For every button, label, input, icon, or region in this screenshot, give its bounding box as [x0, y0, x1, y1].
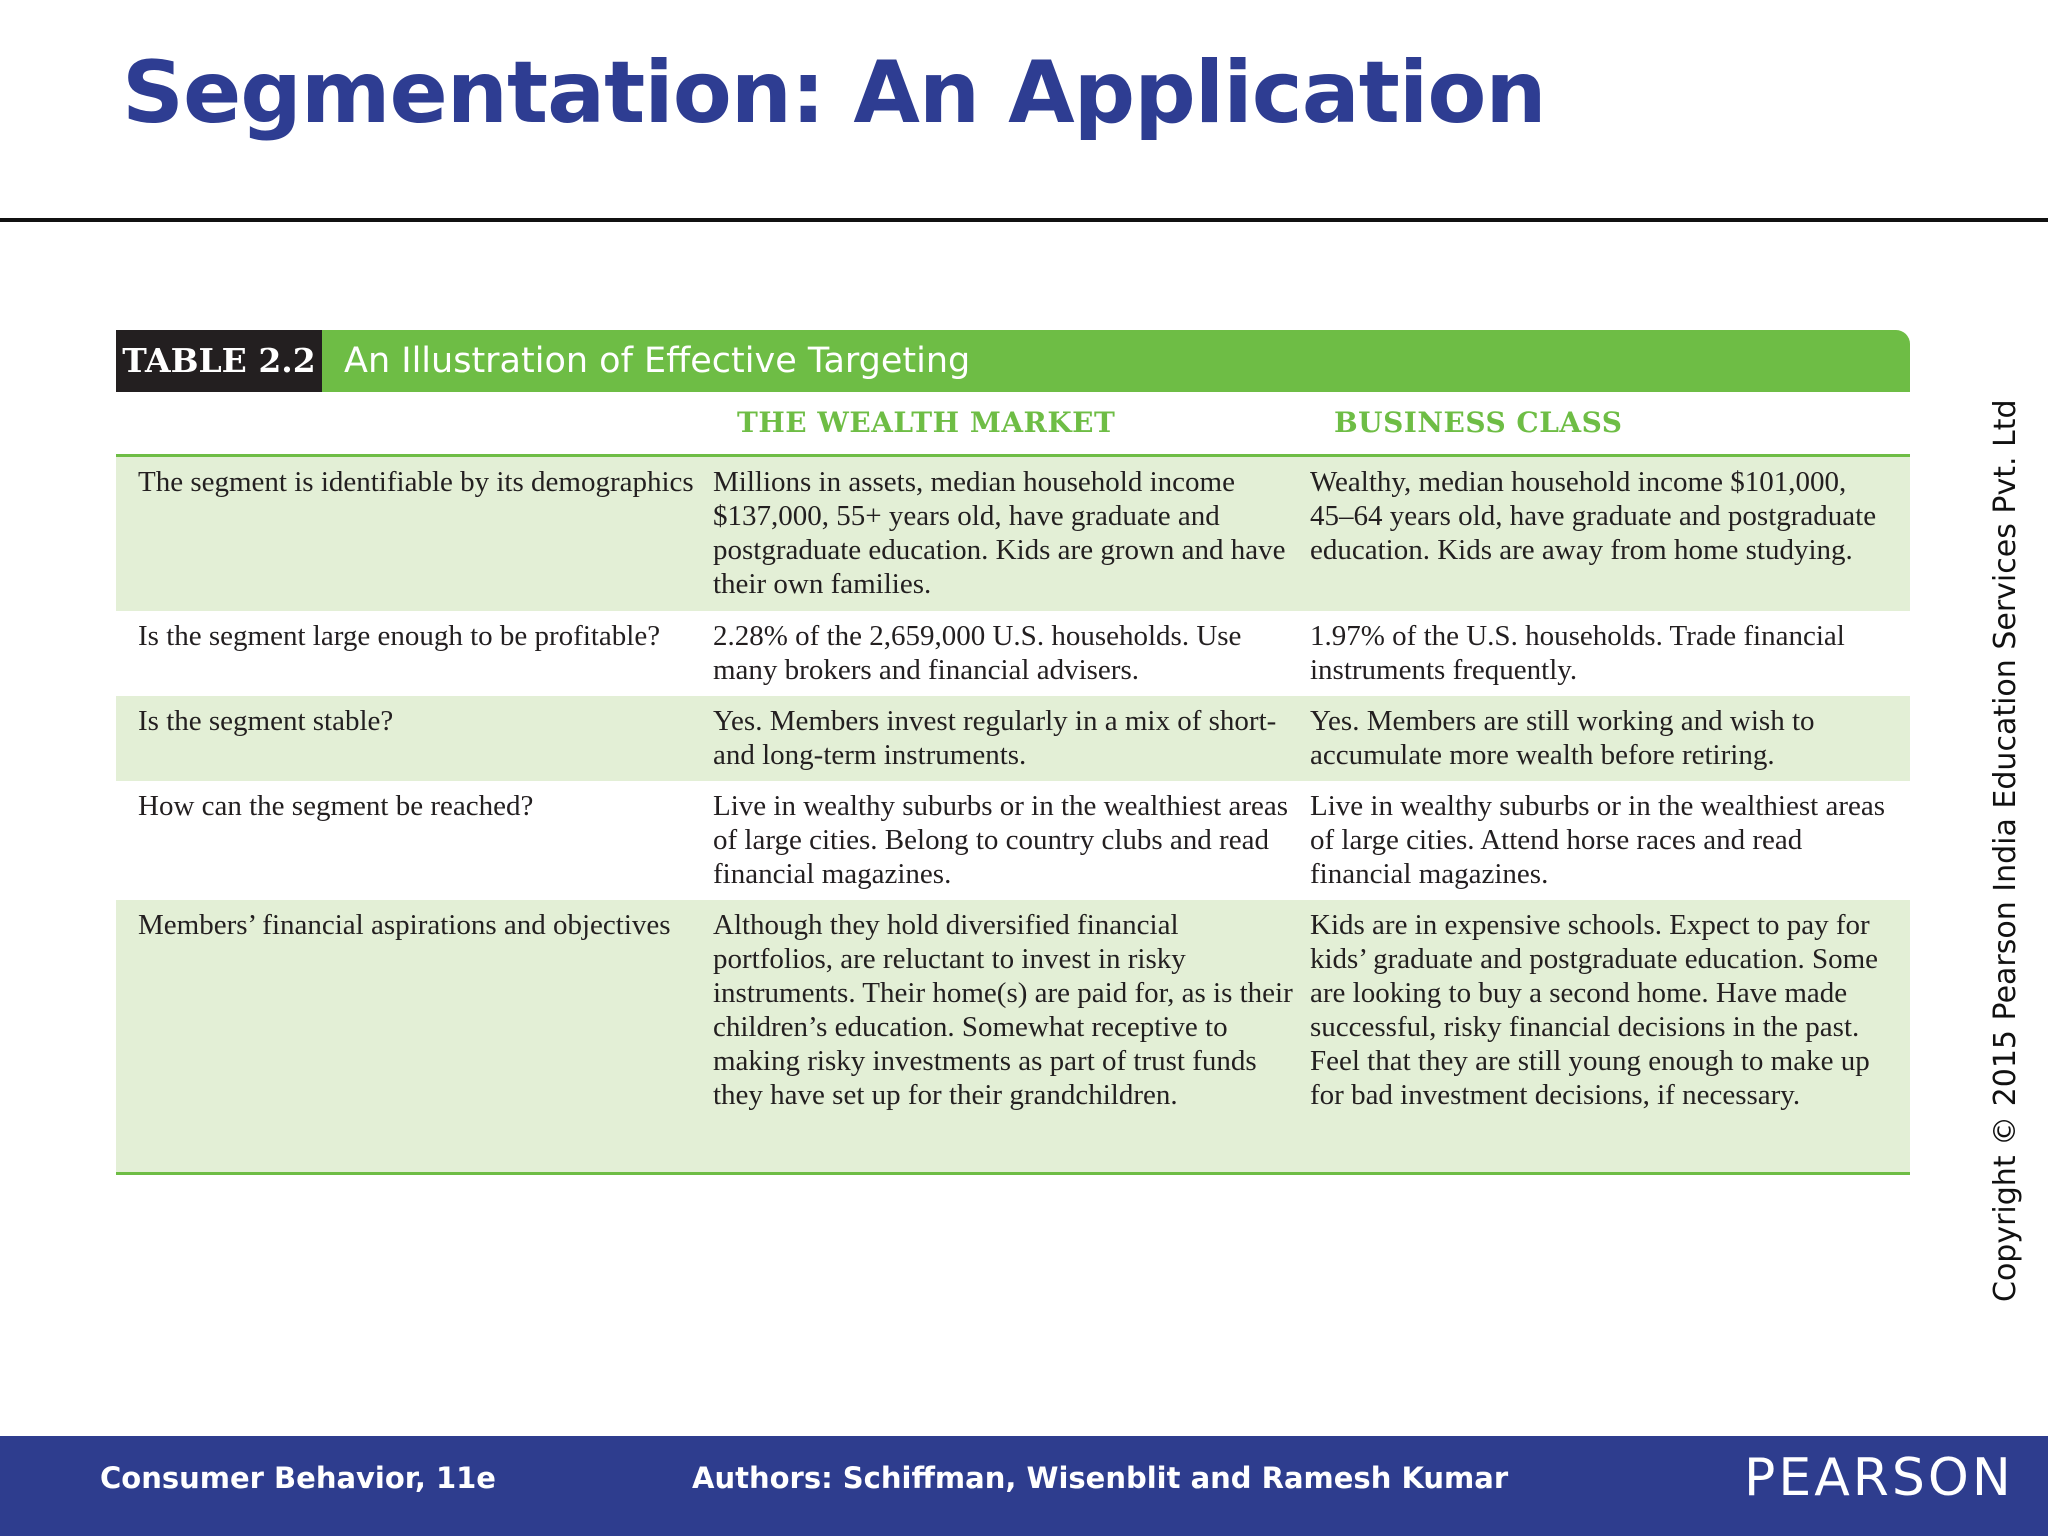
row-criterion: How can the segment be reached? [138, 790, 534, 822]
row-wealth-market: Although they hold diversified financial portfolios, are reluctant to invest in risky instruments. Their home(s) are paid for, as is their children’s education. Somewhat receptive to making risky investments as part of trust funds they have set up for their grandchildren. [713, 909, 1293, 1111]
column-header-wealth-market: THE WEALTH MARKET [737, 406, 1116, 439]
table-header-bar [116, 330, 1910, 392]
table-caption: An Illustration of Effective Targeting [322, 330, 1910, 392]
row-criterion: Members’ financial aspirations and objectives [138, 909, 671, 941]
row-wealth-market: 2.28% of the 2,659,000 U.S. households. Use many brokers and financial advisers. [713, 620, 1242, 686]
table-number: TABLE 2.2 [116, 330, 322, 392]
column-headers [116, 392, 1910, 457]
row-business-class: Yes. Members are still working and wish to accumulate more wealth before retiring. [1310, 705, 1815, 771]
row-business-class: 1.97% of the U.S. households. Trade financial instruments frequently. [1310, 620, 1845, 686]
row-criterion: Is the segment large enough to be profitable? [138, 620, 661, 652]
table-row [116, 696, 1910, 781]
row-business-class: Wealthy, median household income $101,000, 45–64 years old, have graduate and postgraduate education. Kids are away from home studying. [1310, 466, 1877, 566]
row-criterion: The segment is identifiable by its demographics [138, 466, 694, 498]
table-row [116, 611, 1910, 696]
column-header-business-class: BUSINESS CLASS [1334, 406, 1623, 439]
footer-bar [0, 1436, 2048, 1536]
row-wealth-market: Yes. Members invest regularly in a mix of short- and long-term instruments. [713, 705, 1277, 771]
row-wealth-market: Live in wealthy suburbs or in the wealthiest areas of large cities. Belong to country clubs and read financial magazines. [713, 790, 1289, 890]
row-business-class: Live in wealthy suburbs or in the wealthiest areas of large cities. Attend horse races and read financial magazines. [1310, 790, 1886, 890]
targeting-table [116, 330, 1910, 1175]
row-criterion: Is the segment stable? [138, 705, 394, 737]
table-row [116, 781, 1910, 900]
title-divider [0, 218, 2048, 222]
footer-book-title: Consumer Behavior, 11e [100, 1461, 496, 1495]
pearson-logo: PEARSON [1744, 1448, 2014, 1508]
copyright-notice: Copyright © 2015 Pearson India Education Services Pvt. Ltd [1988, 399, 2023, 1302]
row-wealth-market: Millions in assets, median household income $137,000, 55+ years old, have graduate and postgraduate education. Kids are grown and have their own families. [713, 466, 1286, 600]
table-row [116, 457, 1910, 611]
table-row [116, 900, 1910, 1175]
slide-title: Segmentation: An Application [122, 43, 1546, 143]
row-business-class: Kids are in expensive schools. Expect to pay for kids’ graduate and postgraduate education. Some are looking to buy a second home. Have made successful, risky financial decisions in the past. Feel that they are still young enough to make up for bad investment decisions, if necessary. [1310, 909, 1879, 1111]
footer-authors: Authors: Schiffman, Wisenblit and Ramesh Kumar [692, 1461, 1509, 1495]
